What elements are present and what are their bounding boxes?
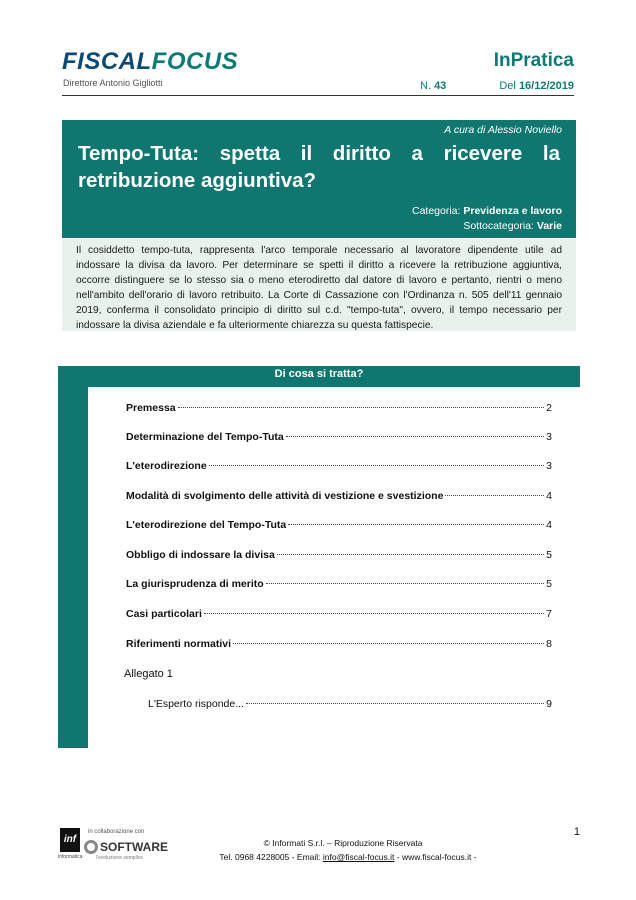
toc-leader [204, 613, 544, 614]
brand-part2: FOCUS [151, 48, 239, 75]
toc-item-eterodirezione[interactable] [126, 460, 552, 472]
toc-item-eterodirezione-tempo-tuta[interactable] [126, 519, 552, 531]
category-value: Previdenza e lavoro [463, 205, 562, 217]
toc-item-page: 4 [546, 490, 552, 502]
toc-leader [209, 465, 544, 466]
toc-item-giurisprudenza[interactable] [126, 578, 552, 590]
toc-item-riferimenti[interactable] [126, 638, 552, 650]
toc-item-page: 7 [546, 608, 552, 620]
toc-item-page: 3 [546, 431, 552, 443]
toc-item-label: L'eterodirezione [126, 460, 207, 472]
toc-item-label: L'Esperto risponde... [148, 698, 244, 710]
subcategory-value: Varie [536, 220, 562, 232]
toc-item-label: Casi particolari [126, 608, 202, 620]
subcategory-label: Sottocategoria: [463, 220, 534, 232]
partner-name: SOFTWARE [100, 840, 168, 854]
toc-item-casi-particolari[interactable] [126, 608, 552, 620]
publisher-logo-subtext: informatica [58, 854, 83, 860]
toc-side-bar [58, 387, 88, 748]
toc-item-page: 3 [546, 460, 552, 472]
toc-appendix-label: Allegato 1 [124, 668, 173, 680]
brand-logo [62, 48, 238, 76]
toc-leader [286, 436, 544, 437]
toc-item-label: L'eterodirezione del Tempo-Tuta [126, 519, 287, 531]
partner-tagline: l'evoluzione semplice [96, 855, 144, 861]
toc-item-label: Modalità di svolgimento delle attività di vestizione e svestizione [126, 490, 444, 502]
abstract-box [62, 239, 576, 331]
contact-email-link[interactable]: info@fiscal-focus.it [322, 852, 395, 862]
copyright-line: © Informati S.r.l. – Riproduzione Riservata [263, 838, 423, 848]
toc-item-label: Obbligo di indossare la divisa [126, 549, 275, 561]
abstract-text: Il cosiddetto tempo-tuta, rappresenta l'arco temporale necessario al lavoratore dipendente utile ad indossare la divisa da lavoro. Per determinare se spetti il diritto a ricevere la retribuzione aggiuntiva, occorre distinguere se lo stesso sia o meno eterodiretto dal datore di lavoro e pertanto, rientri o meno nell'ambito dell'orario di lavoro retribuito. La Corte di Cassazione con l'Ordinanza n. 505 dell'11 gennaio 2019, conferma il consolidato principio di diritto sul c.d. "tempo-tuta", ovvero, il tempo necessario per indossare la divisa aziendale e fa ulteriormente chiarezza su questa fattispecie. [76, 245, 562, 331]
toc-item-page: 2 [546, 402, 552, 414]
toc-leader [445, 495, 544, 496]
toc-item-label: Riferimenti normativi [126, 638, 232, 650]
toc-item-label: Premessa [126, 402, 176, 414]
issue-number [420, 80, 446, 92]
toc-item-label: La giurisprudenza di merito [126, 578, 264, 590]
article-title: Tempo-Tuta: spetta il diritto a ricevere la retribuzione aggiuntiva? [78, 142, 560, 192]
toc-item-determinazione[interactable] [126, 431, 552, 443]
contacts-suffix: - www.fiscal-focus.it - [396, 852, 477, 862]
toc-leader [246, 703, 544, 704]
toc-leader [233, 643, 544, 644]
issue-date [499, 80, 574, 92]
toc-item-esperto-risponde[interactable] [148, 698, 552, 710]
toc-item-page: 8 [546, 638, 552, 650]
toc-leader [178, 407, 545, 408]
toc-item-page: 4 [546, 519, 552, 531]
toc-item-premessa[interactable] [126, 402, 552, 414]
toc-leader [288, 524, 544, 525]
title-box [62, 120, 576, 238]
partner-caption: in collaborazione con [88, 829, 145, 835]
toc-item-obbligo[interactable] [126, 549, 552, 561]
toc-item-modalita[interactable] [126, 490, 552, 502]
header-divider [62, 95, 574, 96]
date-label: Del [499, 80, 516, 92]
subcategory-line [463, 220, 562, 232]
category-line [412, 205, 562, 217]
table-of-contents [58, 366, 580, 748]
brand-part1: FISCAL [62, 48, 152, 75]
issue-value: 43 [434, 80, 447, 92]
category-label: Categoria: [411, 205, 461, 217]
toc-item-page: 5 [546, 549, 552, 561]
issue-label: N. [420, 80, 431, 92]
product-name: InPratica [493, 50, 574, 71]
toc-leader [277, 554, 544, 555]
contacts-line [0, 852, 636, 862]
toc-heading: Di cosa si tratta? [58, 366, 580, 387]
contacts-prefix: Tel. 0968 4228005 - Email: [219, 852, 321, 862]
toc-item-page: 5 [546, 578, 552, 590]
date-value: 16/12/2019 [518, 80, 574, 92]
toc-item-label: Determinazione del Tempo-Tuta [126, 431, 284, 443]
article-curator: A cura di Alessio Noviello [444, 124, 562, 136]
publisher-logo: inf [60, 828, 80, 852]
toc-leader [266, 583, 544, 584]
page-number: 1 [573, 826, 580, 838]
toc-item-page: 9 [546, 698, 552, 710]
director-line: Direttore Antonio Gigliotti [63, 78, 163, 88]
